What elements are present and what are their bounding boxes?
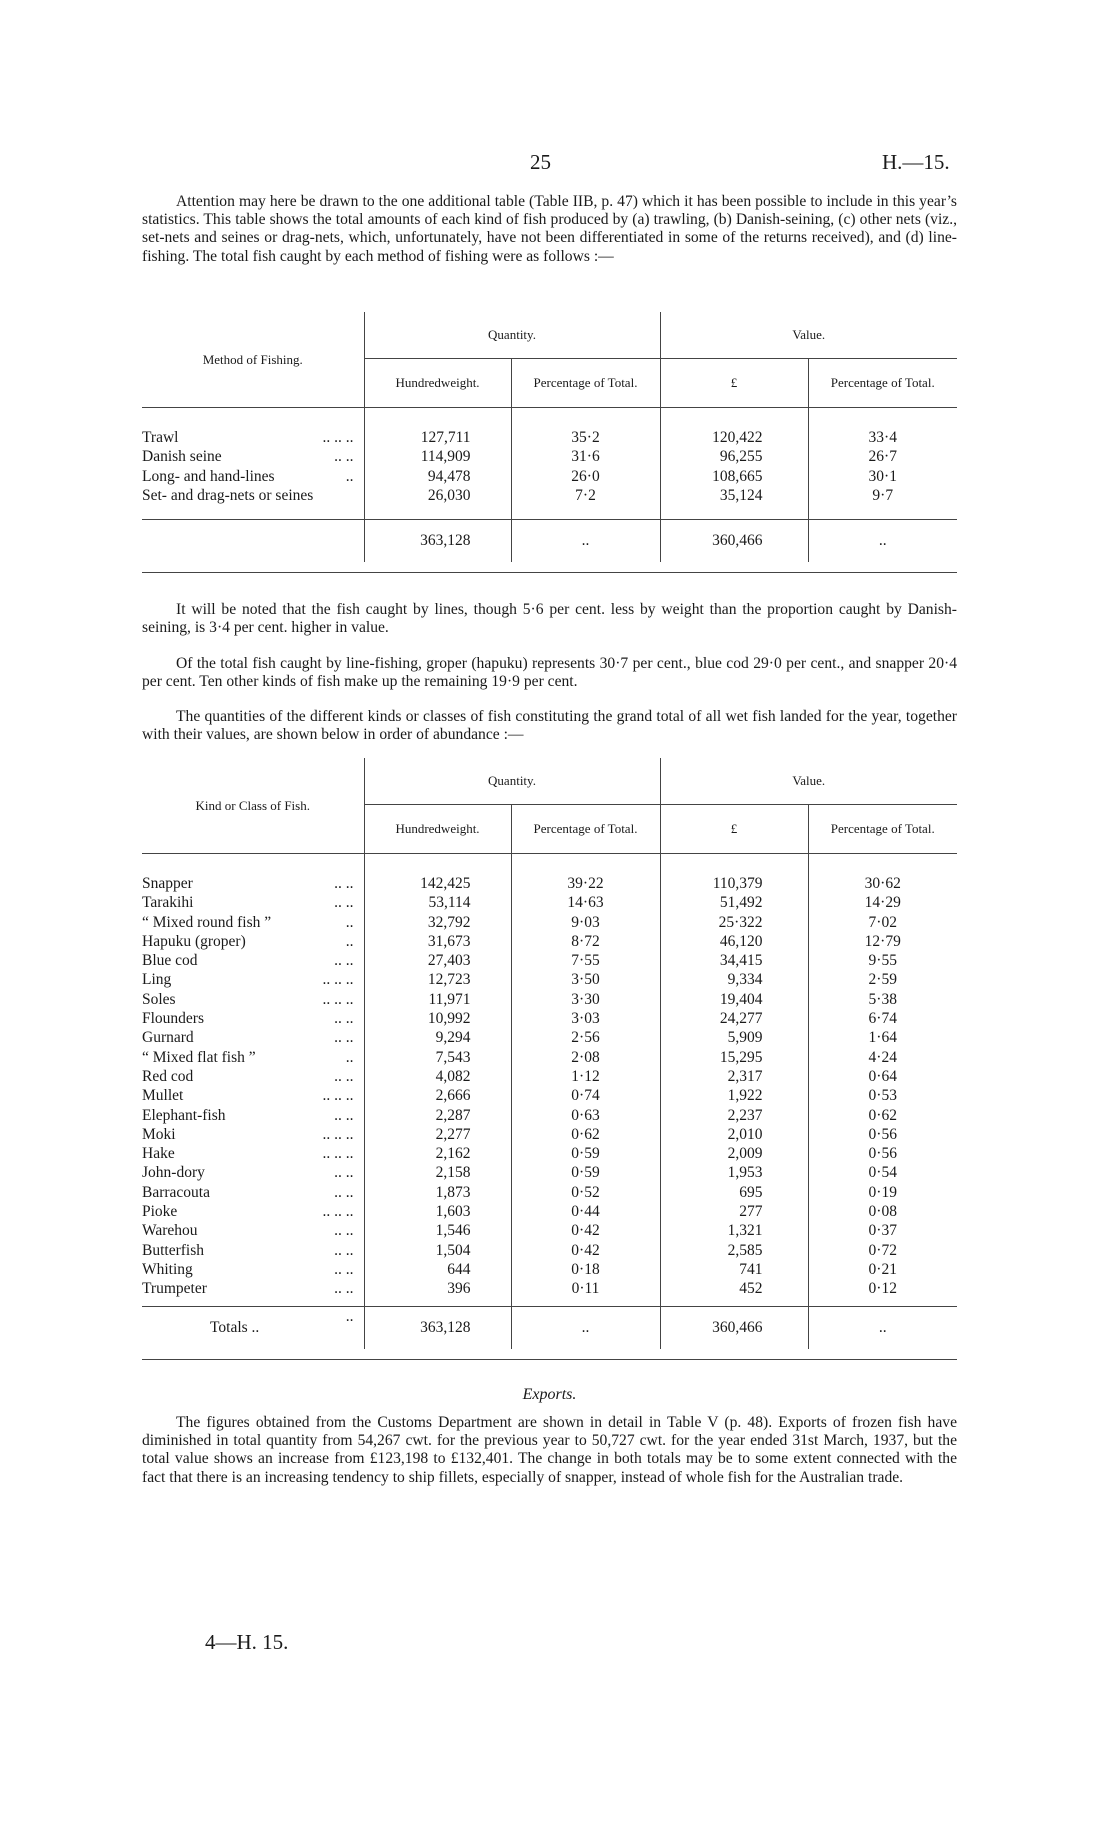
value-percentage-cell: 4·24 xyxy=(808,1048,957,1067)
fish-kind-name: Red cod xyxy=(142,1067,194,1085)
total-value: 360,466 xyxy=(660,519,808,562)
column-header-kind: Kind or Class of Fish. xyxy=(195,797,310,813)
value-percentage-cell: 0·08 xyxy=(808,1202,957,1221)
table-row xyxy=(142,1260,957,1279)
leader-dots: .. .. .. xyxy=(322,1087,354,1105)
leader-dots: .. .. xyxy=(334,1260,354,1278)
hundredweight-cell: 114,909 xyxy=(364,447,511,466)
value-cell: 2,010 xyxy=(660,1125,808,1144)
value-percentage-cell: 9·7 xyxy=(808,486,957,505)
hundredweight-cell: 26,030 xyxy=(364,486,511,505)
table-row xyxy=(142,1125,957,1144)
line-fishing-paragraph: Of the total fish caught by line-fishing, groper (hapuku) represents 30·7 per cent., blue cod 29·0 per cent., and snapper 20·4 per cent. Ten other kinds of fish make up the remaining 19·9 per cent. xyxy=(142,655,957,691)
hundredweight-cell: 7,543 xyxy=(364,1048,511,1067)
quantity-percentage-cell: 0·52 xyxy=(511,1183,660,1202)
hundredweight-cell: 12,723 xyxy=(364,970,511,989)
value-percentage-cell: 5·38 xyxy=(808,990,957,1009)
hundredweight-cell: 127,711 xyxy=(364,428,511,447)
total-value: 360,466 xyxy=(660,1307,808,1350)
leader-dots: .. .. .. xyxy=(322,1203,354,1221)
hundredweight-cell: 1,873 xyxy=(364,1183,511,1202)
value-percentage-cell: 0·72 xyxy=(808,1241,957,1260)
method-name: Danish seine xyxy=(142,448,222,466)
value-percentage-cell: 0·53 xyxy=(808,1086,957,1105)
value-percentage-cell: 26·7 xyxy=(808,447,957,466)
leader-dots: .. .. xyxy=(334,952,354,970)
table-row xyxy=(142,1048,957,1067)
hundredweight-cell: 2,162 xyxy=(364,1144,511,1163)
table-row xyxy=(142,1183,957,1202)
hundredweight-cell: 2,158 xyxy=(364,1163,511,1182)
table-row xyxy=(142,1221,957,1240)
exports-paragraph: The figures obtained from the Customs Department are shown in detail in Table V (p. 48). Exports of frozen fish have diminished in total quantity from 54,267 cwt. for the previous year to 50,727 cwt. for the year ended 31st March, 1937, but the total value shows an increase from £123,198 to £132,401. The change in both totals may be to some extent connected with the fact that there is an increasing tendency to ship fillets, especially of snapper, instead of whole fish for the Australian trade. xyxy=(142,1414,957,1486)
table-row xyxy=(142,428,957,447)
value-cell: 2,317 xyxy=(660,1067,808,1086)
fish-kind-name: Tarakihi xyxy=(142,894,194,912)
quantities-paragraph: The quantities of the different kinds or classes of fish constituting the grand total of all wet fish landed for the year, together with their values, are shown below in order of abundance :— xyxy=(142,708,957,744)
hundredweight-cell: 11,971 xyxy=(364,990,511,1009)
fish-kind-name: Elephant-fish xyxy=(142,1106,226,1124)
leader-dots: .. .. xyxy=(334,894,354,912)
fish-kind-name: Gurnard xyxy=(142,1029,194,1047)
value-percentage-cell: 0·12 xyxy=(808,1279,957,1298)
value-cell: 96,255 xyxy=(660,447,808,466)
value-cell: 51,492 xyxy=(660,893,808,912)
table-row xyxy=(142,1144,957,1163)
quantity-percentage-cell: 0·74 xyxy=(511,1086,660,1105)
table-row xyxy=(142,1086,957,1105)
quantity-percentage-cell: 2·56 xyxy=(511,1028,660,1047)
table-row xyxy=(142,932,957,951)
table-row xyxy=(142,990,957,1009)
fish-kind-name: “ Mixed round fish ” xyxy=(142,913,272,931)
column-header-pound: £ xyxy=(660,805,808,854)
hundredweight-cell: 32,792 xyxy=(364,913,511,932)
value-cell: 46,120 xyxy=(660,932,808,951)
leader-dots: .. .. .. xyxy=(322,1125,354,1143)
noted-paragraph: It will be noted that the fish caught by lines, though 5·6 per cent. less by weight than the proportion caught by Danish-seining, is 3·4 per cent. higher in value. xyxy=(142,601,957,637)
fish-kind-name: Mullet xyxy=(142,1087,184,1105)
leader-dots: .. .. .. xyxy=(322,971,354,989)
column-header-hundredweight: Hundredweight. xyxy=(364,359,511,408)
hundredweight-cell: 2,666 xyxy=(364,1086,511,1105)
value-cell: 2,237 xyxy=(660,1106,808,1125)
footer-reference: 4—H. 15. xyxy=(205,1630,289,1654)
leader-dots: .. .. xyxy=(334,1029,354,1047)
table-row xyxy=(142,1067,957,1086)
quantity-percentage-cell: 7·2 xyxy=(511,486,660,505)
page-number: 25 xyxy=(530,150,551,174)
total-value-percentage: .. xyxy=(808,519,957,562)
quantity-percentage-cell: 35·2 xyxy=(511,428,660,447)
column-header-pound: £ xyxy=(660,359,808,408)
fish-kind-name: John-dory xyxy=(142,1164,205,1182)
leader-dots: .. .. xyxy=(334,1222,354,1240)
value-percentage-cell: 0·21 xyxy=(808,1260,957,1279)
method-of-fishing-table xyxy=(142,312,957,573)
leader-dots: .. .. .. xyxy=(322,1145,354,1163)
value-percentage-cell: 0·56 xyxy=(808,1125,957,1144)
column-header-quantity: Quantity. xyxy=(364,312,660,359)
quantity-percentage-cell: 31·6 xyxy=(511,447,660,466)
fish-kind-name: Warehou xyxy=(142,1222,198,1240)
leader-dots: .. .. xyxy=(334,1067,354,1085)
quantity-percentage-cell: 0·42 xyxy=(511,1241,660,1260)
hundredweight-cell: 1,504 xyxy=(364,1241,511,1260)
hundredweight-cell: 2,287 xyxy=(364,1106,511,1125)
method-name: Set- and drag-nets or seines xyxy=(142,486,314,504)
quantity-percentage-cell: 1·12 xyxy=(511,1067,660,1086)
value-cell: 695 xyxy=(660,1183,808,1202)
total-value-percentage: .. xyxy=(808,1307,957,1350)
value-percentage-cell: 0·62 xyxy=(808,1106,957,1125)
quantity-percentage-cell: 0·62 xyxy=(511,1125,660,1144)
hundredweight-cell: 10,992 xyxy=(364,1009,511,1028)
value-percentage-cell: 1·64 xyxy=(808,1028,957,1047)
table-row xyxy=(142,1241,957,1260)
quantity-percentage-cell: 3·03 xyxy=(511,1009,660,1028)
page-reference: H.—15. xyxy=(882,150,950,174)
value-percentage-cell: 30·62 xyxy=(808,874,957,893)
table-row xyxy=(142,447,957,466)
value-percentage-cell: 2·59 xyxy=(808,970,957,989)
table-row xyxy=(142,1202,957,1221)
fish-kind-name: “ Mixed flat fish ” xyxy=(142,1048,256,1066)
fish-kind-name: Flounders xyxy=(142,1010,204,1028)
column-header-quantity-percentage: Percentage of Total. xyxy=(511,805,660,854)
hundredweight-cell: 27,403 xyxy=(364,951,511,970)
leader-dots: .. xyxy=(345,913,354,931)
value-percentage-cell: 0·19 xyxy=(808,1183,957,1202)
column-header-quantity: Quantity. xyxy=(364,758,660,805)
hundredweight-cell: 1,603 xyxy=(364,1202,511,1221)
fish-kind-name: Butterfish xyxy=(142,1241,204,1259)
value-cell: 277 xyxy=(660,1202,808,1221)
hundredweight-cell: 31,673 xyxy=(364,932,511,951)
quantity-percentage-cell: 9·03 xyxy=(511,913,660,932)
totals-row xyxy=(142,519,957,562)
value-cell: 2,009 xyxy=(660,1144,808,1163)
table-row xyxy=(142,893,957,912)
totals-row xyxy=(142,1307,957,1350)
table-row xyxy=(142,467,957,486)
hundredweight-cell: 94,478 xyxy=(364,467,511,486)
value-percentage-cell: 9·55 xyxy=(808,951,957,970)
exports-heading: Exports. xyxy=(522,1386,577,1403)
fish-kind-name: Blue cod xyxy=(142,952,198,970)
leader-dots: .. .. .. xyxy=(322,990,354,1008)
value-cell: 1,321 xyxy=(660,1221,808,1240)
hundredweight-cell: 2,277 xyxy=(364,1125,511,1144)
value-cell: 110,379 xyxy=(660,874,808,893)
intro-paragraph: Attention may here be drawn to the one additional table (Table IIB, p. 47) which it has been possible to include in this year’s statistics. This table shows the total amounts of each kind of fish produced by (a) trawling, (b) Danish-seining, (c) other nets (viz., set-nets and seines or drag-nets, which, unfortunately, have not been differentiated in some of the returns received), and (d) line-fishing. The total fish caught by each method of fishing were as follows :— xyxy=(142,193,957,265)
value-percentage-cell: 0·56 xyxy=(808,1144,957,1163)
kind-of-fish-table xyxy=(142,758,957,1360)
value-cell: 5,909 xyxy=(660,1028,808,1047)
fish-kind-name: Trumpeter xyxy=(142,1280,207,1298)
total-hundredweight: 363,128 xyxy=(364,1307,511,1350)
totals-label: Totals .. xyxy=(210,1319,260,1337)
column-header-value-percentage: Percentage of Total. xyxy=(808,359,957,408)
quantity-percentage-cell: 8·72 xyxy=(511,932,660,951)
leader-dots: .. .. xyxy=(334,1241,354,1259)
value-percentage-cell: 7·02 xyxy=(808,913,957,932)
value-percentage-cell: 6·74 xyxy=(808,1009,957,1028)
leader-dots: .. .. xyxy=(334,448,354,466)
table-row xyxy=(142,1028,957,1047)
quantity-percentage-cell: 3·30 xyxy=(511,990,660,1009)
value-percentage-cell: 12·79 xyxy=(808,932,957,951)
fish-kind-name: Moki xyxy=(142,1125,176,1143)
table-row xyxy=(142,1009,957,1028)
fish-kind-name: Barracouta xyxy=(142,1183,210,1201)
column-header-value-percentage: Percentage of Total. xyxy=(808,805,957,854)
quantity-percentage-cell: 0·11 xyxy=(511,1279,660,1298)
column-header-value: Value. xyxy=(660,312,957,359)
value-cell: 35,124 xyxy=(660,486,808,505)
fish-kind-name: Pioke xyxy=(142,1203,178,1221)
fish-kind-name: Whiting xyxy=(142,1260,193,1278)
quantity-percentage-cell: 14·63 xyxy=(511,893,660,912)
leader-dots: .. .. .. xyxy=(322,429,354,446)
value-cell: 108,665 xyxy=(660,467,808,486)
table-row xyxy=(142,486,957,505)
hundredweight-cell: 644 xyxy=(364,1260,511,1279)
table-row xyxy=(142,1106,957,1125)
value-cell: 741 xyxy=(660,1260,808,1279)
fish-kind-name: Hapuku (groper) xyxy=(142,932,246,950)
value-cell: 452 xyxy=(660,1279,808,1298)
leader-dots: .. .. xyxy=(334,1164,354,1182)
method-name: Trawl xyxy=(142,429,179,446)
value-cell: 1,953 xyxy=(660,1163,808,1182)
value-cell: 24,277 xyxy=(660,1009,808,1028)
quantity-percentage-cell: 0·44 xyxy=(511,1202,660,1221)
fish-kind-name: Ling xyxy=(142,971,172,989)
value-percentage-cell: 14·29 xyxy=(808,893,957,912)
value-percentage-cell: 0·64 xyxy=(808,1067,957,1086)
value-cell: 1,922 xyxy=(660,1086,808,1105)
value-cell: 19,404 xyxy=(660,990,808,1009)
hundredweight-cell: 396 xyxy=(364,1279,511,1298)
value-cell: 25·322 xyxy=(660,913,808,932)
leader-dots: .. xyxy=(345,1048,354,1066)
value-percentage-cell: 0·54 xyxy=(808,1163,957,1182)
quantity-percentage-cell: 2·08 xyxy=(511,1048,660,1067)
table-row xyxy=(142,913,957,932)
quantity-percentage-cell: 0·42 xyxy=(511,1221,660,1240)
hundredweight-cell: 1,546 xyxy=(364,1221,511,1240)
fish-kind-name: Snapper xyxy=(142,875,193,892)
leader-dots: .. xyxy=(345,1308,354,1326)
value-percentage-cell: 30·1 xyxy=(808,467,957,486)
value-cell: 2,585 xyxy=(660,1241,808,1260)
table-row xyxy=(142,951,957,970)
total-hundredweight: 363,128 xyxy=(364,519,511,562)
quantity-percentage-cell: 26·0 xyxy=(511,467,660,486)
column-header-hundredweight: Hundredweight. xyxy=(364,805,511,854)
value-percentage-cell: 33·4 xyxy=(808,428,957,447)
quantity-percentage-cell: 7·55 xyxy=(511,951,660,970)
quantity-percentage-cell: 0·63 xyxy=(511,1106,660,1125)
hundredweight-cell: 142,425 xyxy=(364,874,511,893)
quantity-percentage-cell: 39·22 xyxy=(511,874,660,893)
fish-kind-name: Soles xyxy=(142,990,176,1008)
column-header-method: Method of Fishing. xyxy=(202,351,303,367)
value-cell: 120,422 xyxy=(660,428,808,447)
leader-dots: .. .. xyxy=(334,1183,354,1201)
table-row xyxy=(142,874,957,893)
value-cell: 9,334 xyxy=(660,970,808,989)
value-percentage-cell: 0·37 xyxy=(808,1221,957,1240)
leader-dots: .. .. xyxy=(334,1106,354,1124)
value-cell: 15,295 xyxy=(660,1048,808,1067)
fish-kind-name: Hake xyxy=(142,1145,175,1163)
quantity-percentage-cell: 0·18 xyxy=(511,1260,660,1279)
column-header-quantity-percentage: Percentage of Total. xyxy=(511,359,660,408)
leader-dots: .. .. xyxy=(334,1280,354,1298)
hundredweight-cell: 4,082 xyxy=(364,1067,511,1086)
quantity-percentage-cell: 0·59 xyxy=(511,1144,660,1163)
hundredweight-cell: 9,294 xyxy=(364,1028,511,1047)
hundredweight-cell: 53,114 xyxy=(364,893,511,912)
quantity-percentage-cell: 0·59 xyxy=(511,1163,660,1182)
value-cell: 34,415 xyxy=(660,951,808,970)
table-row xyxy=(142,1163,957,1182)
leader-dots: .. .. xyxy=(334,875,354,892)
leader-dots: .. .. xyxy=(334,1010,354,1028)
table-row xyxy=(142,970,957,989)
leader-dots: .. xyxy=(345,932,354,950)
total-quantity-percentage: .. xyxy=(511,519,660,562)
column-header-value: Value. xyxy=(660,758,957,805)
total-quantity-percentage: .. xyxy=(511,1307,660,1350)
leader-dots: .. xyxy=(345,467,354,485)
method-name: Long- and hand-lines xyxy=(142,467,275,485)
table-row xyxy=(142,1279,957,1298)
quantity-percentage-cell: 3·50 xyxy=(511,970,660,989)
